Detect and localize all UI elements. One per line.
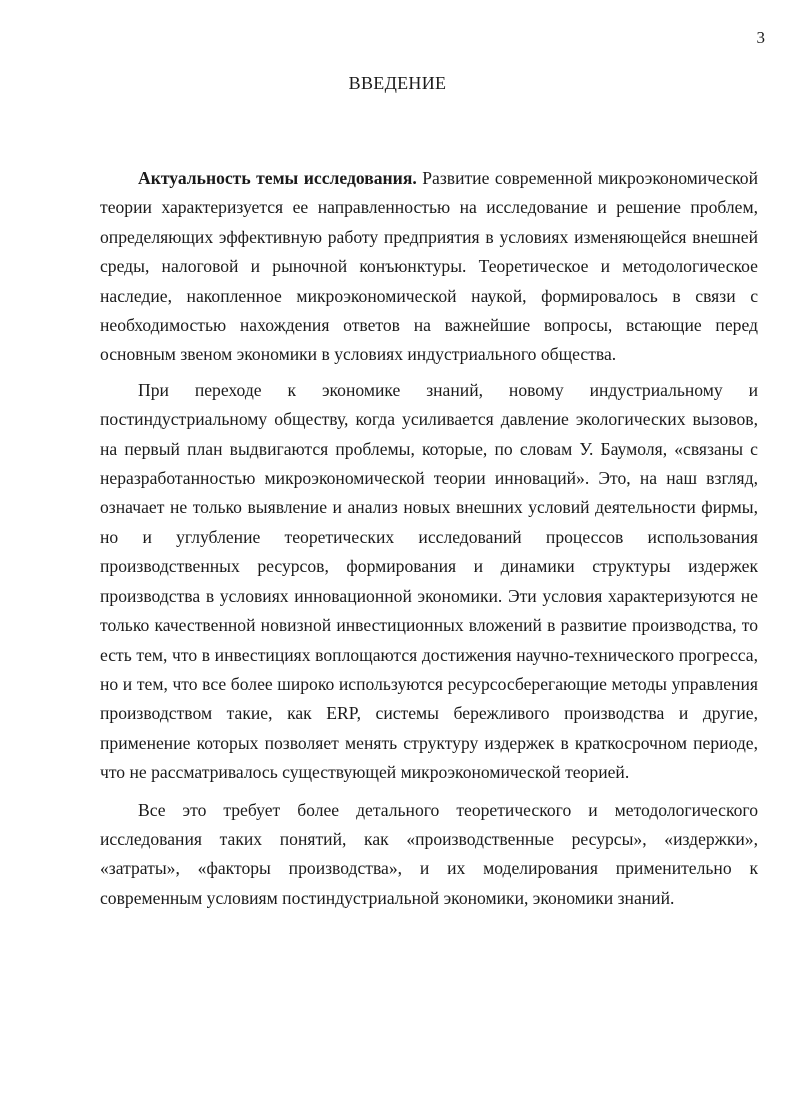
body-text — [100, 164, 758, 913]
paragraph-relevance — [100, 164, 758, 370]
paragraph-lead-bold: Актуальность темы исследования. — [138, 168, 417, 188]
page-number: 3 — [756, 28, 765, 47]
paragraph-knowledge-economy: При переходе к экономике знаний, новому индустриальному и постиндустриальному обществу, когда усиливается давление экологических вызовов, на первый план выдвигаются проблемы, которые, по словам У. Баумоля, «связаны с неразработанностью микроэкономической теории инноваций». Это, на наш взгляд, означает не только выявление и анализ новых внешних условий деятельности фирмы, но и углубление теоретических исследований процессов использования производственных ресурсов, формирования и динамики структуры издержек производства в условиях инновационной экономики. Эти условия характеризуются не только качественной новизной инвестиционных вложений в развитие производства, то есть тем, что в инвестициях воплощаются достижения научно-технического прогресса, но и тем, что все более широко используются ресурсосберегающие методы управления производством такие, как ERP, системы бережливого производства и другие, применение которых позволяет менять структуру издержек в краткосрочном периоде, что не рассматривалось существующей микроэкономической теорией. — [100, 379, 758, 783]
paragraph-conclusion: Все это требует более детального теоретического и методологического исследования таких понятий, как «производственные ресурсы», «издержки», «затраты», «факторы производства», и их моделирования применительно к современным условиям постиндустриальной экономики, экономики знаний. — [100, 799, 758, 908]
section-heading: ВВЕДЕНИЕ — [348, 73, 447, 93]
paragraph-text: Развитие современной микроэкономической теории характеризуется ее направленностью на исследование и решение проблем, определяющих эффективную работу предприятия в условиях изменяющейся внешней среды, налоговой и рыночной конъюнктуры. Теоретическое и методологическое наследие, накопленное микроэкономической наукой, формировалось в связи с необходимостью нахождения ответов на важнейшие вопросы, встающие перед основным звеном экономики в условиях индустриального общества. — [100, 168, 758, 365]
